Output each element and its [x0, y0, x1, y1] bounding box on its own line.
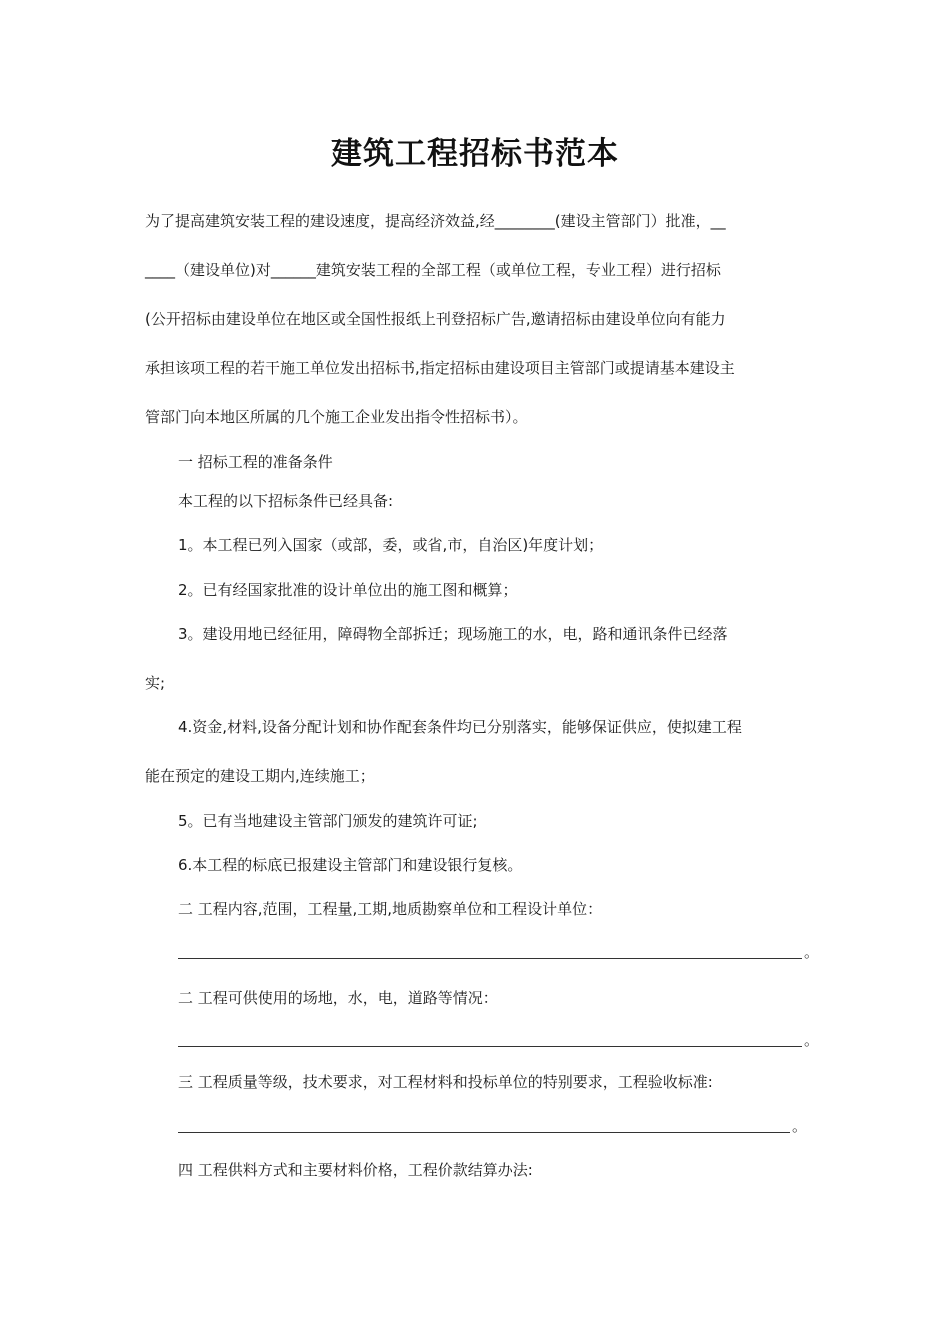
section-2b-heading: 二 工程可供使用的场地，水，电，道路等情况：	[178, 989, 498, 1007]
condition-item-3-line-1: 3。建设用地已经征用，障碍物全部拆迁；现场施工的水，电，路和通讯条件已经落	[178, 625, 728, 643]
condition-item-3-line-2: 实;	[145, 674, 166, 692]
blank-end-mark: 。	[792, 1117, 808, 1135]
intro-line-4: 承担该项工程的若干施工单位发出招标书,指定招标由建设项目主管部门或提请基本建设主	[145, 359, 735, 377]
section-2-fill-in-blank	[178, 942, 818, 962]
condition-item-5: 5。已有当地建设主管部门颁发的建筑许可证;	[178, 812, 478, 830]
document-title: 建筑工程招标书范本	[331, 136, 619, 172]
blank-underline	[178, 1132, 790, 1133]
blank-underline	[178, 958, 802, 959]
section-1-lead: 本工程的以下招标条件已经具备:	[178, 492, 394, 510]
intro-line-1: 为了提高建筑安装工程的建设速度，提高经济效益,经________(建设主管部门）批准，__	[145, 212, 726, 230]
condition-item-6: 6.本工程的标底已报建设主管部门和建设银行复核。	[178, 856, 523, 874]
blank-end-mark: 。	[804, 943, 820, 961]
intro-line-5: 管部门向本地区所属的几个施工企业发出指令性招标书）。	[145, 408, 528, 426]
blank-end-mark: 。	[804, 1031, 820, 1049]
blank-underline	[178, 1046, 802, 1047]
intro-line-3: (公开招标由建设单位在地区或全国性报纸上刊登招标广告,邀请招标由建设单位向有能力	[145, 310, 726, 328]
section-4-heading: 四 工程供料方式和主要材料价格，工程价款结算办法:	[178, 1161, 533, 1179]
section-3-fill-in-blank	[178, 1116, 808, 1136]
intro-line-2: ____（建设单位)对______建筑安装工程的全部工程（或单位工程，专业工程）进行招标	[145, 261, 721, 279]
condition-item-2: 2。已有经国家批准的设计单位出的施工图和概算；	[178, 581, 518, 599]
condition-item-1: 1。本工程已列入国家（或部，委，或省,市，自治区)年度计划；	[178, 536, 604, 554]
section-3-heading: 三 工程质量等级，技术要求，对工程材料和投标单位的特别要求，工程验收标准:	[178, 1073, 713, 1091]
condition-item-4-line-1: 4.资金,材料,设备分配计划和协作配套条件均已分别落实，能够保证供应，使拟建工程	[178, 718, 742, 736]
condition-item-4-line-2: 能在预定的建设工期内,连续施工；	[145, 767, 375, 785]
section-2b-fill-in-blank	[178, 1030, 818, 1050]
section-1-heading: 一 招标工程的准备条件	[178, 453, 333, 471]
section-2-heading: 二 工程内容,范围，工程量,工期,地质勘察单位和工程设计单位：	[178, 900, 603, 918]
